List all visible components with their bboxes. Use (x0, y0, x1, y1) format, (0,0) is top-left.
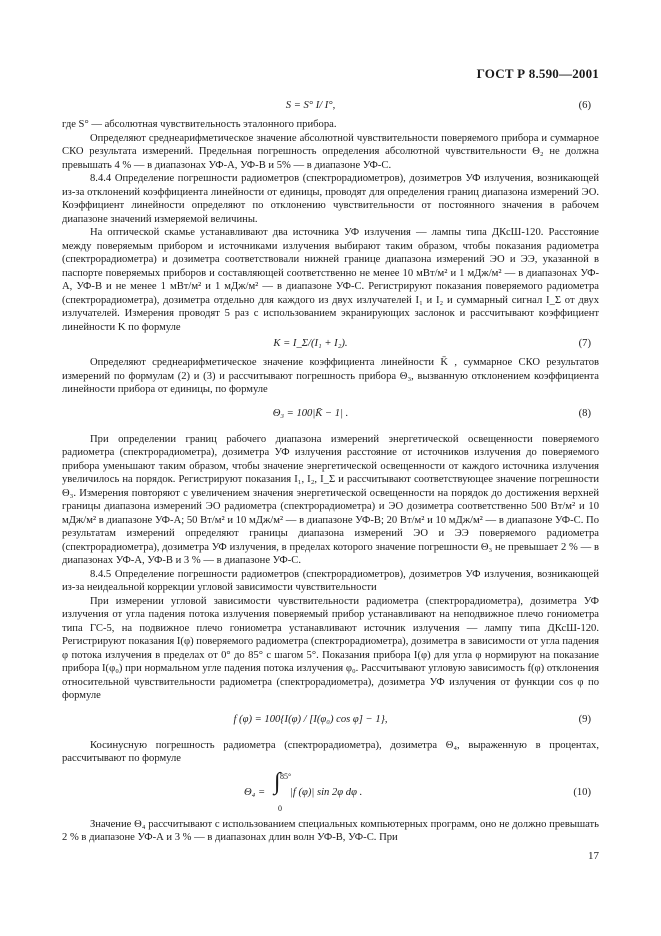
equation-9 (62, 709, 599, 733)
integral-upper-limit: 85° (280, 771, 292, 781)
page-body (62, 96, 599, 845)
paragraph-sensitivity: Определяют среднеарифметическое значение абсолютной чувствительности поверяемого прибора и суммарное СКО результата измерений. Предельная погрешность определения абсолютной чувствительности Θ₂ не должна превышать 4 % — в диапазонах УФ-А, УФ-В и 5% — в диапазоне УФ-С. (62, 132, 599, 171)
equation-6 (62, 99, 599, 115)
equation-6-formula: S = S° I/ I°, (285, 100, 336, 111)
paragraph-theta4: Значение Θ₄ рассчитывают с использованием специальных компьютерных программ, оно не должно превышать 2 % в диапазоне УФ-А и 3 % — в диапазонах длин волн УФ-В, УФ-С. При (62, 818, 599, 843)
page-number: 17 (588, 850, 599, 862)
integral-lower-limit: 0 (278, 803, 282, 813)
equation-9-formula: f (φ) = 100{I(φ) / [I(φ₀) cos φ] − 1}, (233, 713, 388, 725)
equation-7-number: (7) (578, 338, 591, 349)
integral-lhs: Θ₄ = (244, 786, 266, 798)
equation-6-number: (6) (578, 100, 591, 111)
integral-sign-icon: ∫ (274, 768, 281, 795)
equation-7 (62, 337, 599, 353)
equation-8-formula: Θ₃ = 100|K̄ − 1| . (272, 407, 349, 419)
paragraph-linearity: Определяют среднеарифметическое значение коэффициента линейности K̄ , суммарное СКО результатов измерений по формулам (2) и (3) и рассчитывают погрешность прибора Θ₃, вызванную отклонением коэффициента линейности прибора от единицы, по формуле (62, 357, 599, 395)
paragraph-range-limits: При определении границ рабочего диапазона измерений энергетической освещенности поверяемого радиометра (спектрорадиометра), дозиметра УФ излучения расстояние от источников излучения до поверяемого прибора уменьшают таким образом, чтобы значение энергетической освещенности от каждого источника излучения увеличилось на порядок. Регистрируют показания I₁, I₂, I_Σ и рассчитывают соответствующее значение погрешности Θ₃. Измерения повторяют с увеличением значения энергетической освещенности на порядок до достижения верхней границы диапазона измерений ЭО радиометра (спектрорадиометра) и ЭО дозиметра соответственно 500 Вт/м² и 10 мДж/м² в диапазоне УФ-А; 50 Вт/м² и 10 мДж/м² — в диапазоне УФ-В; 20 Вт/м² и 10 мДж/м² — в диапазоне УФ-С. По результатам измерений определяют границы диапазона измерений ЭО и ЭЭ поверяемого радиометра (спектрорадиометра), дозиметра УФ излучения, в пределах которого значение погрешности Θ₃ не превышает 2 % — в диапазонах УФ-А, УФ-В и 3 % — в диапазоне УФ-С. (62, 433, 599, 566)
equation-10-number: (10) (573, 786, 591, 798)
paragraph-angular: При измерении угловой зависимости чувствительности радиометра (спектрорадиометра), дозиметра УФ излучения от угла падения потока излучения поверяемый прибор устанавливают на неподвижное плечо гониометра типа ГС-5, на подвижное плечо гониометра устанавливают источник излучения — лампу типа ДКсШ-120. Регистрируют показания I(φ) поверяемого радиометра (спектрорадиометра), дозиметра в зависимости от угла падения φ потока излучения в пределах от 0° до 85° с шагом 5°. Показания прибора I(φ) для угла φ нормируют на показание прибора I(φ₀) при нормальном угле падения потока излучения φ₀. Рассчитывают угловую зависимость f(φ) отклонения относительной чувствительности радиометра (спектрорадиометра), дозиметра УФ излучения от функции cos φ по формуле (62, 595, 599, 701)
paragraph-definition: где S° — абсолютная чувствительность эталонного прибора. (62, 119, 337, 130)
paragraph-8-4-4: 8.4.4 Определение погрешности радиометров (спектрорадиометров), дозиметров УФ излучения, возникающей из-за отклонений коэффициента линейности от единицы, проводят для определения границ диапазона измерений ЭО. Коэффициент линейности определяют по отклонению чувствительности от постоянного значения в рабочем диапазоне значений измеряемой величины. (62, 173, 599, 225)
paragraph-cosine: Косинусную погрешность радиометра (спектрорадиометра), дозиметра Θ₄, выраженную в процентах, рассчитывают по формуле (62, 739, 599, 764)
equation-9-number: (9) (578, 713, 591, 725)
equation-8 (62, 403, 599, 427)
integral-integrand: |f (φ)| sin 2φ dφ . (290, 786, 363, 798)
integral-formula (244, 768, 452, 813)
standard-header: ГОСТ Р 8.590—2001 (476, 66, 599, 81)
paragraph-optical-bench: На оптической скамье устанавливают два источника УФ излучения — лампы типа ДКсШ-120. Расстояние между поверяемым прибором и источниками излучения выбирают таким образом, чтобы показания радиометра (спектрорадиометра) и дозиметра соответствовали нижней границе диапазона измерений ЭО и ЭЭ, указанной в паспорте поверяемых приборов и составляющей соответственно не менее 10 мВт/м² и 1 мДж/м² — в диапазонах УФ-А, УФ-В и не менее 1 мВт/м² и 1 мДж/м² — в диапазоне УФ-С. Регистрируют показания поверяемого радиометра (спектрорадиометра), дозиметра отдельно для каждого из двух излучателей I₁ и I₂ и суммарный сигнал I_Σ от двух излучателей. Измерения проводят 5 раз с использованием экранирующих заслонок и рассчитывают коэффициент линейности K по формуле (62, 227, 599, 333)
equation-8-number: (8) (578, 407, 591, 419)
equation-7-formula: K = I_Σ/(I₁ + I₂). (273, 338, 348, 349)
paragraph-8-4-5: 8.4.5 Определение погрешности радиометров (спектрорадиометров), дозиметров УФ излучения, возникающей из-за неидеальной коррекции угловой зависимости чувствительности (62, 568, 599, 593)
equation-10 (62, 768, 599, 813)
